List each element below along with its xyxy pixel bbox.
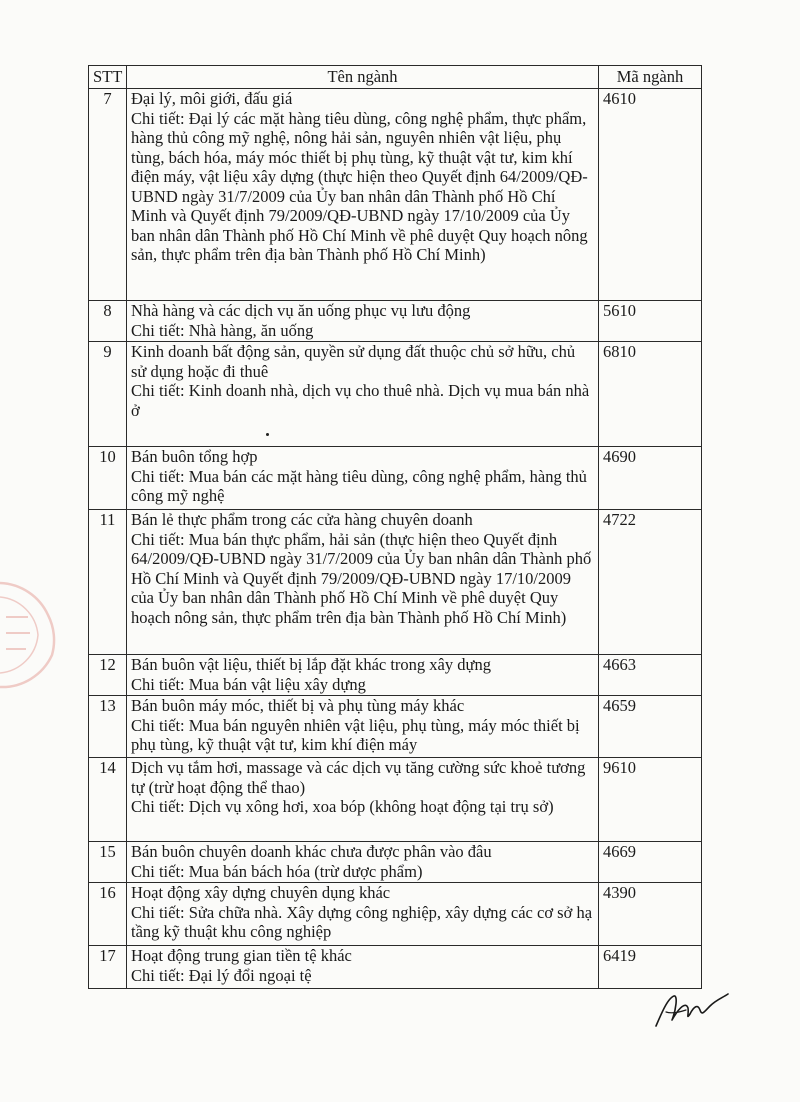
row-title: Bán lẻ thực phẩm trong các cửa hàng chuyên doanh [131, 510, 473, 529]
table-row [89, 758, 702, 842]
signature-mark [652, 992, 730, 1032]
row-detail: Chi tiết: Mua bán nguyên nhiên vật liệu, phụ tùng, máy móc thiết bị phụ tùng, kỹ thuật vật tư, kim khí điện máy [131, 715, 580, 754]
row-detail: Chi tiết: Đại lý các mặt hàng tiêu dùng, công nghệ phẩm, thực phẩm, hàng thủ công mỹ nghệ, nông hải sản, nguyên nhiên vật liệu, phụ tùng, bách hóa, máy móc thiết bị phụ tùng, kỹ thuật vật tư, kim khí điện máy, vật liệu xây dựng (thực hiện theo Quyết định 64/2009/QĐ-UBND ngày 31/7/2009 của Ủy ban nhân dân Thành phố Hồ Chí Minh và Quyết định 79/2009/QĐ-UBND ngày 17/10/2009 của Ủy ban nhân dân Thành phố Hồ Chí Minh về phê duyệt Quy hoạch nông sản, thực phẩm trên địa bàn Thành phố Hồ Chí Minh) [131, 108, 588, 264]
row-stt: 16 [89, 883, 127, 946]
row-title: Nhà hàng và các dịch vụ ăn uống phục vụ lưu động [131, 301, 471, 320]
table-row [89, 342, 702, 447]
row-title: Hoạt động trung gian tiền tệ khác [131, 946, 352, 965]
row-stt: 8 [89, 301, 127, 342]
row-stt: 13 [89, 696, 127, 758]
row-detail: Chi tiết: Mua bán thực phẩm, hải sản (thực hiện theo Quyết định 64/2009/QĐ-UBND ngày 31/7/2009 của Ủy ban nhân dân Thành phố Hồ Chí Minh và Quyết định 79/2009/QĐ-UBND ngày 17/10/2009 của Ủy ban nhân dân Thành phố Hồ Chí Minh về phê duyệt Quy hoạch nông sản, thực phẩm trên địa bàn Thành phố Hồ Chí Minh) [131, 529, 592, 627]
row-stt: 9 [89, 342, 127, 447]
ink-dot [266, 433, 269, 436]
row-detail: Chi tiết: Mua bán bách hóa (trừ dược phẩm) [131, 861, 423, 881]
row-detail: Chi tiết: Sửa chữa nhà. Xây dựng công nghiệp, xây dựng các cơ sở hạ tầng kỹ thuật khu công nghiệp [131, 902, 593, 941]
row-title: Kinh doanh bất động sản, quyền sử dụng đất thuộc chủ sở hữu, chủ sử dụng hoặc đi thuê [131, 342, 576, 381]
row-code: 4610 [599, 89, 702, 301]
row-title: Hoạt động xây dựng chuyên dụng khác [131, 883, 391, 902]
row-detail: Chi tiết: Dịch vụ xông hơi, xoa bóp (không hoạt động tại trụ sở) [131, 797, 554, 816]
table-row [89, 510, 702, 655]
table-row [89, 883, 702, 946]
row-detail: Chi tiết: Mua bán các mặt hàng tiêu dùng, công nghệ phẩm, hàng thủ công mỹ nghệ [131, 466, 587, 505]
row-title: Bán buôn chuyên doanh khác chưa được phân vào đâu [131, 842, 492, 861]
row-code: 9610 [599, 758, 702, 842]
row-code: 5610 [599, 301, 702, 342]
table-row [89, 301, 702, 342]
row-code: 4663 [599, 655, 702, 696]
row-title: Bán buôn máy móc, thiết bị và phụ tùng máy khác [131, 696, 465, 715]
row-code: 6419 [599, 946, 702, 989]
row-name-cell [127, 758, 599, 842]
table-row [89, 842, 702, 883]
header-code: Mã ngành [599, 66, 702, 89]
row-name-cell [127, 89, 599, 301]
table-row [89, 655, 702, 696]
row-stt: 12 [89, 655, 127, 696]
table-row [89, 89, 702, 301]
row-title: Bán buôn tổng hợp [131, 447, 258, 466]
row-name-cell [127, 842, 599, 883]
row-code: 4669 [599, 842, 702, 883]
row-title: Đại lý, môi giới, đấu giá [131, 89, 293, 108]
row-stt: 14 [89, 758, 127, 842]
table-header-row [89, 66, 702, 89]
row-name-cell [127, 946, 599, 989]
row-name-cell [127, 301, 599, 342]
row-stt: 10 [89, 447, 127, 510]
row-stt: 7 [89, 89, 127, 301]
row-detail: Chi tiết: Đại lý đổi ngoại tệ [131, 965, 312, 985]
row-name-cell [127, 655, 599, 696]
red-stamp-seal [0, 575, 60, 695]
header-name: Tên ngành [127, 66, 599, 89]
table-row [89, 696, 702, 758]
row-detail: Chi tiết: Mua bán vật liệu xây dựng [131, 674, 366, 694]
row-stt: 17 [89, 946, 127, 989]
row-code: 4690 [599, 447, 702, 510]
row-code: 4390 [599, 883, 702, 946]
row-name-cell [127, 342, 599, 447]
row-code: 4722 [599, 510, 702, 655]
row-stt: 15 [89, 842, 127, 883]
business-lines-table [88, 65, 702, 989]
row-name-cell [127, 696, 599, 758]
row-name-cell [127, 883, 599, 946]
row-detail: Chi tiết: Nhà hàng, ăn uống [131, 320, 314, 340]
row-name-cell [127, 510, 599, 655]
table-row [89, 447, 702, 510]
row-name-cell [127, 447, 599, 510]
row-detail: Chi tiết: Kinh doanh nhà, dịch vụ cho thuê nhà. Dịch vụ mua bán nhà ở [131, 381, 590, 420]
row-stt: 11 [89, 510, 127, 655]
row-code: 4659 [599, 696, 702, 758]
row-title: Dịch vụ tắm hơi, massage và các dịch vụ tăng cường sức khoẻ tương tự (trừ hoạt động thể thao) [131, 758, 586, 797]
header-stt: STT [89, 66, 127, 89]
row-code: 6810 [599, 342, 702, 447]
table-row [89, 946, 702, 989]
row-title: Bán buôn vật liệu, thiết bị lắp đặt khác trong xây dựng [131, 655, 491, 674]
